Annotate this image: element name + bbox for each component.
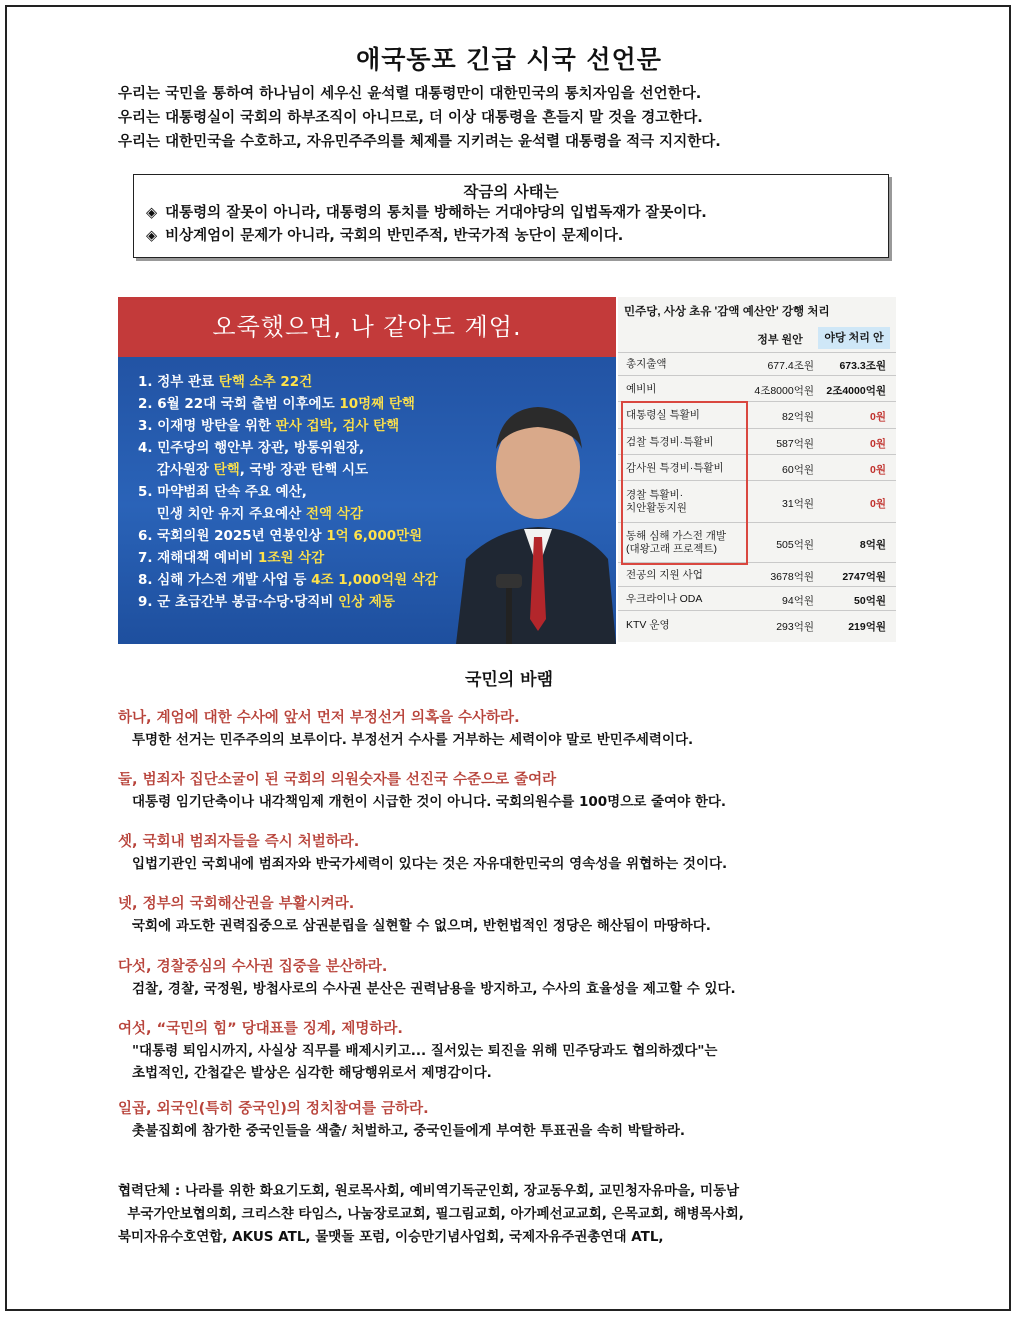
budget-item: 예비비 <box>626 382 657 395</box>
poster-item: 8. 심해 가스전 개발 사업 등 4조 1,000억원 삭감 <box>138 572 438 588</box>
poster-item: 5. 마약범죄 단속 주요 예산, <box>138 484 307 500</box>
wish-item <box>118 1098 918 1142</box>
budget-item: KTV 운영 <box>626 618 670 631</box>
red-highlight-frame <box>621 401 748 565</box>
diamond-bullet-icon: ◈ <box>146 205 158 221</box>
budget-opp-value: 2조4000억원 <box>826 384 886 397</box>
wish-body: 초법적인, 간첩같은 발상은 심각한 해당행위로서 제명감이다. <box>132 1065 492 1081</box>
partners-line: 북미자유수호연합, AKUS ATL, 물맷돌 포럼, 이승만기념사업회, 국제자유주권총연대 ATL, <box>118 1229 664 1245</box>
col-opp: 야당 처리 안 <box>818 327 890 349</box>
budget-gov-value: 82억원 <box>782 411 814 423</box>
wish-body: 국회에 과도한 권력집중으로 삼권분립을 실현할 수 없으며, 반헌법적인 정당은 해산됨이 마땅하다. <box>132 918 711 934</box>
wish-body: 투명한 선거는 민주주의의 보루이다. 부정선거 수사를 거부하는 세력이야 말로 반민주세력이다. <box>132 732 694 748</box>
wish-body: 대통령 임기단축이나 내각책임제 개헌이 시급한 것이 아니다. 국회의원수를 100명으로 줄여야 한다. <box>132 794 727 810</box>
wish-body: "대통령 퇴임시까지, 사실상 직무를 배제시키고... 질서있는 퇴진을 위해 민주당과도 협의하겠다"는 <box>132 1043 718 1059</box>
budget-opp-value: 0원 <box>870 437 886 450</box>
budget-gov-value: 505억원 <box>776 538 814 551</box>
declaration-line: 우리는 대통령실이 국회의 하부조직이 아니므로, 더 이상 대통령을 흔들지 말 것을 경고한다. <box>118 110 703 126</box>
budget-row <box>618 375 896 402</box>
situation-box <box>133 174 889 258</box>
poster-item: 9. 군 초급간부 봉급·수당·당직비 인상 제동 <box>138 594 395 610</box>
wish-heading: 다섯, 경찰중심의 수사권 집중을 분산하라. <box>118 959 388 975</box>
partners-line: 부국가안보협의회, 크리스챤 타임스, 나눔장로교회, 필그림교회, 아가페선교교회, 은목교회, 해병목사회, <box>118 1206 744 1222</box>
budget-row <box>618 610 896 639</box>
wish-heading: 여섯, “국민의 힘” 당대표를 징계, 제명하라. <box>118 1021 403 1037</box>
situation-line: ◈ 비상계엄이 문제가 아니라, 국회의 반민주적, 반국가적 농단이 문제이다. <box>146 228 624 244</box>
budget-header <box>618 327 896 349</box>
budget-item: 동해 심해 가스전 개발 (대왕고래 프로젝트) <box>626 530 727 555</box>
declaration-line: 우리는 대한민국을 수호하고, 자유민주주의를 체제를 지키려는 윤석렬 대통령을 적극 지지한다. <box>118 134 721 150</box>
wish-body: 촛불집회에 참가한 중국인들을 색출/ 처벌하고, 중국인들에게 부여한 투표권을 속히 박탈하라. <box>132 1123 686 1139</box>
budget-opp-value: 219억원 <box>848 620 886 633</box>
col-gov: 정부 원안 <box>757 334 803 346</box>
wish-item <box>118 707 918 751</box>
wish-item <box>118 769 918 813</box>
budget-opp-value: 8억원 <box>859 538 886 551</box>
wish-item <box>118 831 918 875</box>
budget-item: 전공의 지원 사업 <box>626 568 703 581</box>
budget-gov-value: 4조8000억원 <box>754 384 814 397</box>
poster-item: 6. 국회의원 2025년 연봉인상 1억 6,000만원 <box>138 528 423 544</box>
budget-opp-value: 0원 <box>870 497 886 510</box>
budget-item: 검찰 특경비·특활비 <box>626 435 714 448</box>
wish-heading: 하나, 계엄에 대한 수사에 앞서 먼저 부정선거 의혹을 수사하라. <box>118 710 520 726</box>
budget-item: 경찰 특활비· 치안활동지원 <box>626 489 687 514</box>
wish-body: 입법기관인 국회내에 범죄자와 반국가세력이 있다는 것은 자유대한민국의 영속성을 위협하는 것이다. <box>132 856 728 872</box>
wish-heading: 둘, 범죄자 집단소굴이 된 국회의 의원숫자를 선진국 수준으로 줄여라 <box>118 772 557 788</box>
budget-row <box>618 586 896 611</box>
wish-heading: 일곱, 외국인(특히 중국인)의 정치참여를 금하라. <box>118 1101 429 1117</box>
budget-gov-value: 293억원 <box>776 620 814 633</box>
budget-title: 민주당, 사상 초유 '감액 예산안' 강행 처리 <box>624 306 830 318</box>
partners-line: 협력단체 : 나라를 위한 화요기도회, 원로목사회, 예비역기독군인회, 장교동우회, 교민청자유마을, 미동남 <box>118 1183 740 1199</box>
wish-item <box>118 1018 918 1084</box>
partners-block <box>118 1180 908 1249</box>
budget-gov-value: 3678억원 <box>770 570 814 583</box>
budget-item: 총지출액 <box>626 358 667 370</box>
budget-gov-value: 587억원 <box>776 437 814 450</box>
budget-item: 대통령실 특활비 <box>626 409 700 421</box>
budget-gov-value: 94억원 <box>782 594 814 607</box>
budget-opp-value: 673.3조원 <box>839 360 886 372</box>
declaration-line: 우리는 국민을 통하여 하나님이 세우신 윤석렬 대통령만이 대한민국의 통치자임을 선언한다. <box>118 86 702 102</box>
wish-heading: 셋, 국회내 범죄자들을 즉시 처벌하라. <box>118 834 360 850</box>
wishes-title: 국민의 바램 <box>464 670 554 690</box>
wish-body: 검찰, 경찰, 국정원, 방첩사로의 수사권 분산은 권력남용을 방지하고, 수사의 효율성을 제고할 수 있다. <box>132 981 736 997</box>
poster-item: 7. 재해대책 예비비 1조원 삭감 <box>138 550 325 566</box>
diamond-bullet-icon: ◈ <box>146 228 158 244</box>
situation-line: ◈ 대통령의 잘못이 아니라, 대통령의 통치를 방해하는 거대야당의 입법독재가 잘못이다. <box>146 205 707 221</box>
wish-heading: 넷, 정부의 국회해산권을 부활시켜라. <box>118 896 355 912</box>
situation-title: 작금의 사태는 <box>463 183 559 201</box>
budget-opp-value: 2747억원 <box>842 570 886 583</box>
budget-item: 감사원 특경비·특활비 <box>626 461 724 474</box>
poster-list <box>138 371 468 613</box>
poster-banner: 오죽했으면, 나 같아도 계엄. <box>118 297 616 357</box>
wish-item <box>118 956 918 1000</box>
poster-item: 민생 치안 유지 주요예산 전액 삭감 <box>138 506 363 522</box>
poster-item: 4. 민주당의 행안부 장관, 방통위원장, <box>138 440 365 456</box>
budget-row <box>618 562 896 587</box>
poster-item: 3. 이재명 방탄을 위한 판사 겁박, 검사 탄핵 <box>138 418 400 434</box>
poster-item: 1. 정부 관료 탄핵 소추 22건 <box>138 374 313 390</box>
martial-law-poster <box>118 297 616 644</box>
budget-gov-value: 677.4조원 <box>767 360 814 372</box>
budget-item: 우크라이나 ODA <box>626 592 703 605</box>
poster-item: 감사원장 탄핵, 국방 장관 탄핵 시도 <box>138 462 369 478</box>
budget-opp-value: 0원 <box>870 463 886 476</box>
budget-opp-value: 0원 <box>870 411 886 423</box>
page-title: 애국동포 긴급 시국 선언문 <box>356 45 662 74</box>
declaration-block <box>118 82 908 154</box>
budget-gov-value: 60억원 <box>782 463 814 476</box>
budget-row <box>618 352 896 376</box>
budget-opp-value: 50억원 <box>854 594 886 607</box>
poster-item: 2. 6월 22대 국회 출범 이후에도 10명째 탄핵 <box>138 396 415 412</box>
wish-item <box>118 893 918 937</box>
budget-gov-value: 31억원 <box>782 497 814 510</box>
